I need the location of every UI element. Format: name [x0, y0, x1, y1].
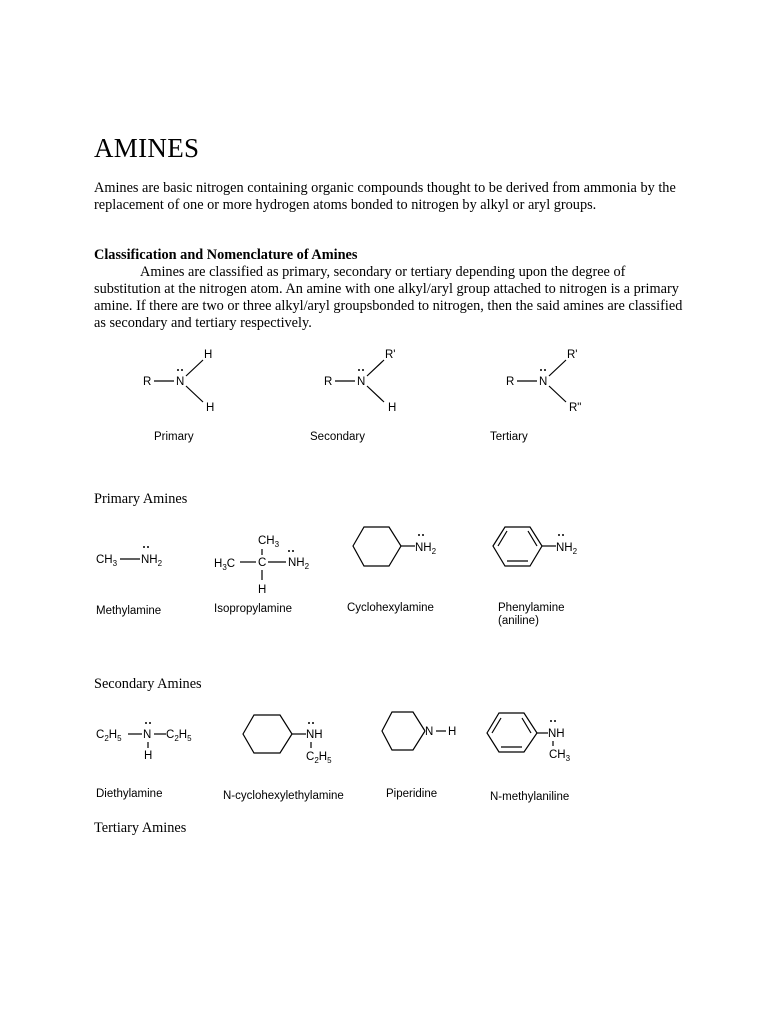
amino-group: $NH_2$ — [556, 542, 578, 556]
page-title: AMINES — [94, 133, 200, 163]
piperidine-label: Piperidine — [386, 788, 438, 800]
methylamine-label: Methylamine — [96, 605, 162, 617]
methyl-group: $H_3C$ — [214, 558, 236, 572]
amine-group: NH — [306, 729, 323, 741]
cyclohexylamine-label: Cyclohexylamine — [347, 602, 434, 614]
n-cyclohexylethylamine-label: N-cyclohexylethylamine — [223, 790, 344, 802]
ethyl-group: $C_2H_5$ — [166, 729, 192, 743]
amino-group: $NH_2$ — [141, 554, 163, 568]
nitrogen-atom: N — [357, 376, 366, 388]
cyclohexane-ring — [353, 527, 401, 566]
amino-group: $NH_2$ — [415, 542, 437, 556]
piperidine-structure — [382, 712, 456, 800]
n-methylaniline-label: N-methylaniline — [490, 791, 570, 803]
bottom-substituent: R" — [569, 402, 582, 414]
phenylamine-label: Phenylamine — [498, 602, 565, 614]
top-substituent: R' — [385, 349, 396, 361]
ethyl-group: $C_2H_5$ — [306, 751, 332, 765]
hydrogen-atom: H — [258, 584, 267, 596]
intro-paragraph: Amines are basic nitrogen containing organic compounds thought to be derived from ammonia by the replacement of one or more hydrogen atoms bonded to nitrogen by alkyl or aryl groups. — [94, 180, 676, 213]
bottom-substituent: H — [388, 402, 397, 414]
cyclohexane-ring — [243, 715, 292, 753]
isopropylamine-structure — [214, 535, 310, 615]
secondary-amines-heading: Secondary Amines — [94, 676, 202, 692]
top-substituent: H — [204, 349, 213, 361]
cyclohexylamine-structure — [347, 527, 437, 614]
classification-heading: Classification and Nomenclature of Amines — [94, 247, 358, 263]
r-group-label: R — [506, 376, 515, 388]
diethylamine-structure — [96, 722, 192, 800]
methyl-group: $CH_3$ — [258, 535, 280, 549]
amine-group: NH — [548, 728, 565, 740]
methyl-group: $CH_3$ — [96, 554, 118, 568]
phenylamine-structure — [493, 527, 578, 627]
bottom-substituent: H — [206, 402, 215, 414]
secondary-label: Secondary — [310, 431, 365, 443]
r-group-label: R — [324, 376, 333, 388]
ethyl-group: $C_2H_5$ — [96, 729, 122, 743]
n-methylaniline-structure — [487, 713, 571, 803]
tertiary-label: Tertiary — [490, 431, 528, 443]
amino-group: $NH_2$ — [288, 557, 310, 571]
tertiary-amines-heading: Tertiary Amines — [94, 820, 187, 836]
r-group-label: R — [143, 376, 152, 388]
hydrogen-atom: H — [144, 750, 153, 762]
benzene-ring — [487, 713, 537, 752]
primary-amines-heading: Primary Amines — [94, 491, 188, 507]
nitrogen-atom: N — [425, 726, 434, 738]
classification-text: Amines are classified as primary, secondary or tertiary depending upon the degree of substitution at the nitrogen atom. An amine with one alkyl/aryl group attached to nitrogen is a primary amine. If there are two or three alkyl/aryl groupsbonded to nitrogen, then the said amines are classified as secondary and tertiary respectively. — [94, 264, 683, 331]
aniline-note: (aniline) — [498, 615, 539, 627]
primary-label: Primary — [154, 431, 194, 443]
n-cyclohexylethylamine-structure — [223, 715, 344, 802]
methylamine-structure — [96, 546, 163, 617]
tertiary-amine-structure — [490, 349, 581, 443]
top-substituent: R' — [567, 349, 578, 361]
methyl-group: $CH_3$ — [549, 749, 571, 763]
diethylamine-label: Diethylamine — [96, 788, 163, 800]
central-carbon: C — [258, 557, 267, 569]
nitrogen-atom: N — [539, 376, 548, 388]
hydrogen-atom: H — [448, 726, 457, 738]
nitrogen-atom: N — [176, 376, 185, 388]
primary-amine-structure — [143, 349, 214, 443]
secondary-amine-structure — [310, 349, 396, 443]
benzene-ring — [493, 527, 542, 566]
nitrogen-atom: N — [143, 729, 152, 741]
piperidine-ring — [382, 712, 425, 750]
isopropylamine-label: Isopropylamine — [214, 603, 292, 615]
